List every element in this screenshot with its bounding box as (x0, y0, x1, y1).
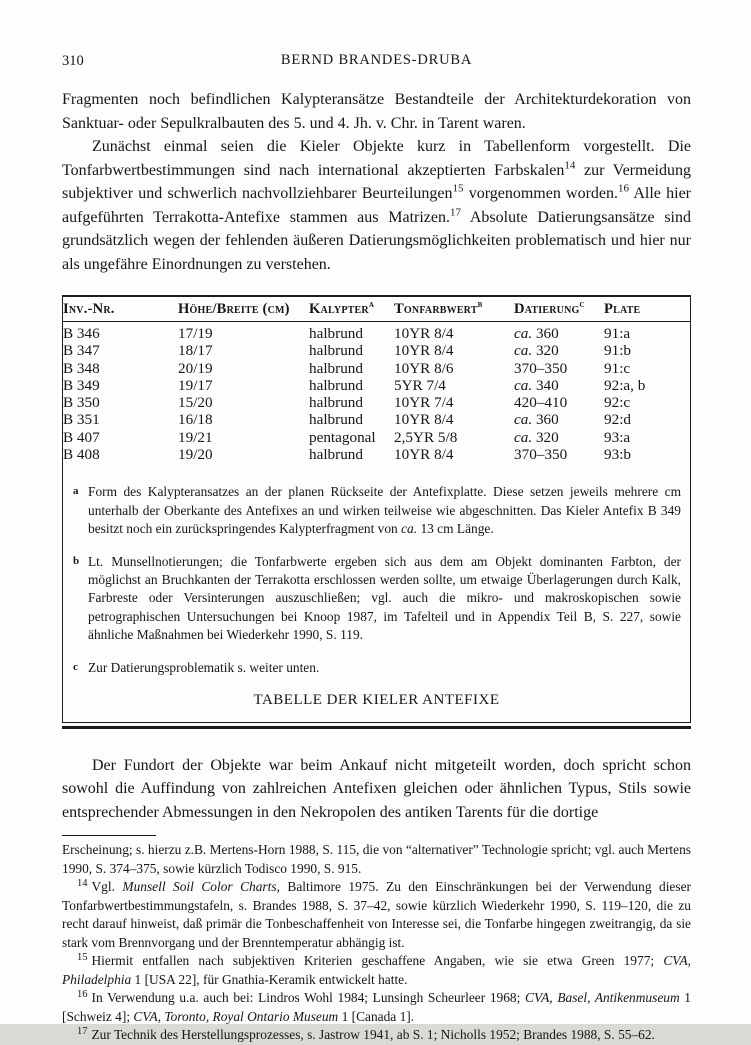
antefix-table (63, 297, 690, 463)
footnote-text: Zur Technik des Herstellungsprozesses, s. Jastrow 1941, ab S. 1; Nicholls 1952; Brandes 1988, S. 55–62. (91, 1027, 655, 1043)
cell-inv-nr: B 347 (63, 342, 100, 360)
table-row (63, 322, 690, 343)
cell-hoehe-breite: 16/18 (178, 411, 213, 429)
note-marker-a: a (73, 485, 79, 498)
cell-hoehe-breite: 19/21 (178, 428, 213, 446)
cell-kalypter: halbrund (309, 376, 363, 394)
cell-plate: 91:c (604, 359, 631, 377)
table-row (63, 360, 690, 377)
cell-datierung: ca. 340 (514, 376, 559, 394)
table-row (63, 429, 690, 446)
cell-kalypter: halbrund (309, 342, 363, 360)
table-caption: TABELLE DER KIELER ANTEFIXE (253, 692, 500, 709)
footnote-text: In Verwendung u.a. auch bei: Lindros Wohl 1984; Lunsingh Scheurleer 1968; CVA, Basel, Antikenmuseum 1 [Schweiz 4]; CVA, Toronto, Royal Ontario Museum 1 [Canada 1]. (62, 990, 691, 1024)
cell-inv-nr: B 349 (63, 376, 100, 394)
cell-plate: 92:d (604, 411, 632, 429)
cell-plate: 92:c (604, 394, 631, 412)
cell-inv-nr: B 350 (63, 394, 100, 412)
table-row (63, 394, 690, 411)
col-header-inv-nr: Inv.-Nr. (63, 297, 178, 322)
cell-tonfarbwert: 5YR 7/4 (394, 376, 446, 394)
antefix-table-box (62, 295, 691, 723)
table-row (63, 446, 690, 463)
col-header-tonfarbwert: Tonfarbwert$^b$ (394, 297, 514, 322)
cell-datierung: 370–350 (514, 359, 568, 377)
cell-inv-nr: B 407 (63, 428, 100, 446)
cell-hoehe-breite: 19/17 (178, 376, 213, 394)
footnote-continuation: Erscheinung; s. hierzu z.B. Mertens-Horn 1988, S. 115, die von “alternativer” Technologie spricht; vgl. auch Mertens 1990, S. 374–375, sowie kürzlich Todisco 1990, S. 915. (62, 842, 691, 876)
footnote-number: 17 (77, 1025, 88, 1037)
table-row (63, 377, 690, 394)
footnote-14 (62, 878, 691, 952)
cell-plate: 93:a (604, 428, 631, 446)
note-marker-b: b (73, 554, 80, 567)
cell-hoehe-breite: 19/20 (178, 446, 213, 464)
note-text-a: Form des Kalypteransatzes an der planen Rückseite der Antefixplatte. Diese setzen jeweils mehrere cm unterhalb der Oberkante des Antefixes an und wirken teilweise wie abgeschnitten. Das Kieler Antefix B 349 besitzt noch ein zurückspringendes Kalypterfragment von ca. 13 cm Länge. (88, 484, 681, 536)
cell-hoehe-breite: 15/20 (178, 394, 213, 412)
footnote-separator-rule (62, 835, 156, 836)
paragraph-1: Fragmenten noch befindlichen Kalypteransätze Bestandteile der Architekturdekoration von Sanktuar- oder Sepulkralbauten des 5. und 4. Jh. v. Chr. in Tarent waren. (62, 91, 691, 132)
footnotes-section (62, 841, 691, 1045)
footnote-16 (62, 989, 691, 1026)
table-notes (63, 463, 690, 677)
cell-tonfarbwert: 10YR 8/6 (394, 359, 454, 377)
cell-inv-nr: B 346 (63, 325, 100, 342)
footnote-15 (62, 952, 691, 989)
table-note-a (71, 483, 681, 538)
cell-kalypter: halbrund (309, 325, 363, 342)
cell-plate: 92:a, b (604, 376, 646, 394)
cell-inv-nr: B 348 (63, 359, 100, 377)
table-row (63, 411, 690, 428)
cell-datierung: ca. 320 (514, 428, 559, 446)
cell-datierung: ca. 360 (514, 325, 559, 342)
table-note-b (71, 553, 681, 644)
running-head (62, 52, 691, 72)
cell-datierung: ca. 320 (514, 342, 559, 360)
col-header-kalypter: Kalypter$^a$ (309, 297, 394, 322)
footnote-number: 14 (77, 877, 88, 889)
table-header-row (63, 297, 690, 322)
body-text (62, 88, 691, 276)
cell-hoehe-breite: 18/17 (178, 342, 213, 360)
footnote-17 (62, 1026, 691, 1045)
table-note-c (71, 659, 681, 677)
cell-tonfarbwert: 10YR 8/4 (394, 411, 454, 429)
table-row (63, 342, 690, 359)
col-header-hoehe-breite: Höhe/Breite (cm) (178, 297, 309, 322)
col-header-datierung: Datierung$^c$ (514, 297, 604, 322)
footnote-number: 15 (77, 951, 88, 963)
cell-plate: 93:b (604, 446, 632, 464)
cell-kalypter: halbrund (309, 359, 363, 377)
cell-tonfarbwert: 10YR 8/4 (394, 342, 454, 360)
cell-kalypter: halbrund (309, 394, 363, 412)
page-number: 310 (62, 53, 84, 69)
cell-inv-nr: B 408 (63, 446, 100, 464)
footnote-text: Vgl. Munsell Soil Color Charts, Baltimore 1975. Zu den Einschränkungen bei der Verwendung dieser Tonfarbwertbestimmungstafeln, s. Brandes 1988, S. 37–42, sowie kürzlich Wiederkehr 1990, S. 119–120, die zu recht darauf hinweist, daß primär die Tonbeschaffenheit von Interesse sei, die Tonfarbe hingegen zweitrangig, da sie stark vom Brennvorgang und der Brenntemperatur abhängig ist. (62, 879, 691, 950)
cell-inv-nr: B 351 (63, 411, 100, 429)
cell-datierung: 420–410 (514, 394, 568, 412)
note-text-b: Lt. Munsellnotierungen; die Tonfarbwerte ergeben sich aus dem am Objekt dominanten Farbton, der möglichst an Bruchkanten der Terrakotta erschlossen werden sollte, um etwaige Überlagerungen durch Kalk, Farbreste oder Versinterungen auszuschließen; vgl. auch die mikro- und makroskopischen sowie petrographischen Untersuchungen bei Knoop 1987, im Tafelteil und in Appendix Teil B, S. 227, sowie ähnliche Maßnahmen bei Wiederkehr 1990, S. 119. (88, 553, 681, 642)
cell-plate: 91:b (604, 342, 632, 360)
cell-kalypter: halbrund (309, 411, 363, 429)
table-bottom-rule (62, 726, 691, 729)
cell-tonfarbwert: 10YR 8/4 (394, 325, 454, 342)
table-body (63, 322, 690, 464)
paragraph-3: Der Fundort der Objekte war beim Ankauf nicht mitgeteilt worden, doch spricht schon sowohl die Auffindung von zahlreichen Antefixen gleichen oder ähnlichen Typus, Stils sowie entsprechender Abmessungen in den Nekropolen des antiken Tarents für die dortige (62, 756, 691, 821)
cell-hoehe-breite: 20/19 (178, 359, 213, 377)
cell-datierung: ca. 360 (514, 411, 559, 429)
col-header-plate: Plate (604, 297, 690, 322)
footnote-text: Hiermit entfallen nach subjektiven Kriterien geschaffene Angaben, wie sie etwa Green 1977; CVA, Philadelphia 1 [USA 22], für Gnathia-Keramik entwickelt hatte. (62, 953, 691, 987)
paragraph-2: Zunächst einmal seien die Kieler Objekte kurz in Tabellenform vorgestellt. Die Tonfarbwertbestimmungen sind nach international akzeptierten Farbskalen$^{14}$ zur Vermeidung subjektiver und schwerlich nachvollziehbarer Beurteilungen$^{15}$ vorgenommen worden.$^{16}$ Alle hier aufgeführten Terrakotta-Antefixe stammen aus Matrizen.$^{17}$ Absolute Datierungsansätze sind grundsätzlich wegen der fehlenden äußeren Datierungsmöglichkeiten problematisch und hier nur als ungefähre Einordnungen zu verstehen. (62, 138, 692, 273)
footnote-number: 16 (77, 988, 88, 1000)
cell-tonfarbwert: 10YR 7/4 (394, 394, 454, 412)
cell-kalypter: pentagonal (309, 428, 376, 446)
cell-hoehe-breite: 17/19 (178, 325, 213, 342)
cell-tonfarbwert: 10YR 8/4 (394, 446, 454, 464)
running-title: BERND BRANDES-DRUBA (280, 52, 473, 68)
cell-datierung: 370–350 (514, 446, 568, 464)
note-text-c: Zur Datierungsproblematik s. weiter unten. (88, 660, 320, 675)
cell-tonfarbwert: 2,5YR 5/8 (394, 428, 458, 446)
note-marker-c: c (73, 661, 78, 673)
cell-kalypter: halbrund (309, 446, 363, 464)
body-text-lower (62, 754, 691, 825)
cell-plate: 91:a (604, 325, 631, 342)
